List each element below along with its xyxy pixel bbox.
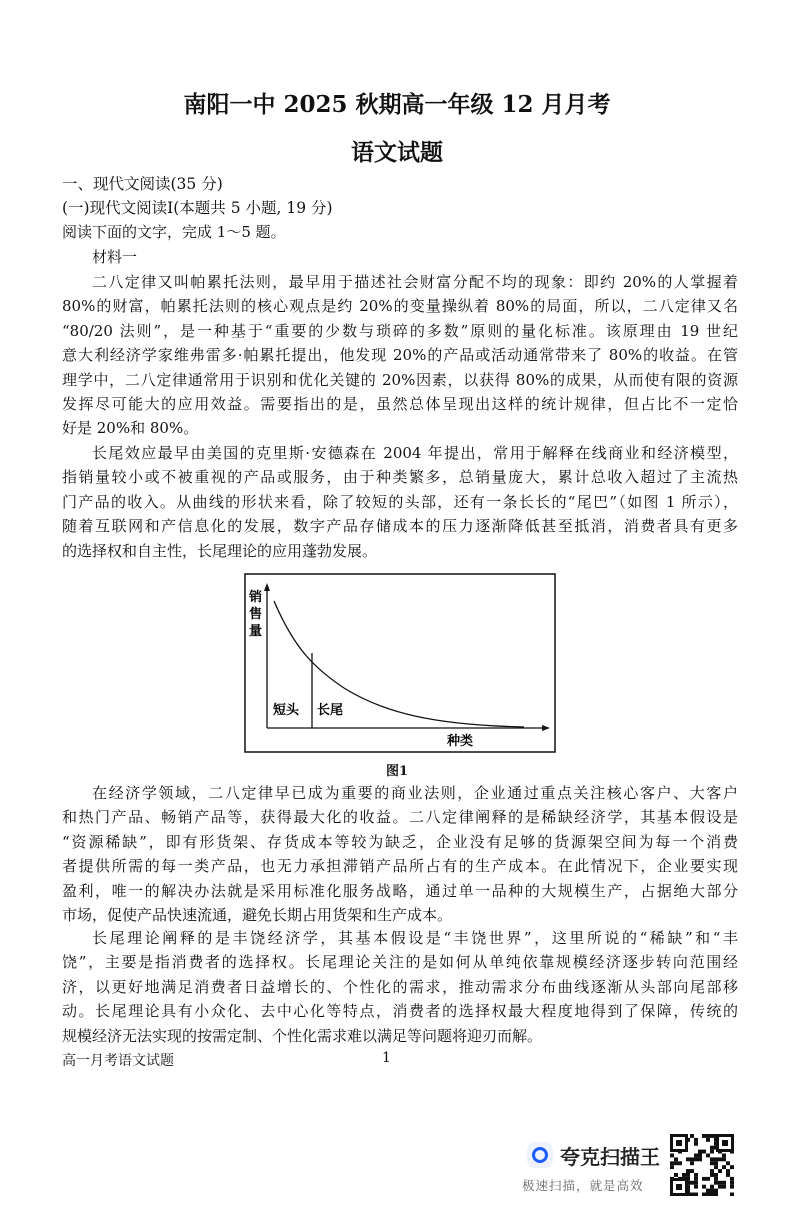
- y-axis-label-1: 销: [249, 590, 263, 605]
- paragraph-line: 济，以更好地满足消费者日益增长的、个性化的需求，推动需求分布曲线逐渐从头部向尾部移: [62, 977, 738, 996]
- qr-code-icon: [670, 1134, 734, 1196]
- paragraph-line: 意大利经济学家维弗雷多·帕累托提出，他发现 20%的产品或活动通常带来了 80%的收益。在管: [62, 346, 738, 365]
- paragraph-line: 门产品的收入。从曲线的形状来看，除了较短的头部，还有一条长长的“尾巴”（如图 1 所示），: [62, 492, 738, 511]
- scanner-logo-icon: [527, 1142, 553, 1168]
- y-axis-arrow-icon: [264, 583, 270, 591]
- instruction: 阅读下面的文字，完成 1～5 题。: [62, 223, 286, 241]
- paragraph-line: 长尾理论阐释的是丰饶经济学，其基本假设是“丰饶世界”，这里所说的“稀缺”和“丰: [92, 929, 738, 947]
- paragraph-line: “80/20 法则”，是一种基于“重要的少数与琐碎的多数”原则的量化标准。该原理由 19 世纪: [62, 321, 738, 340]
- tail-label: 长尾: [317, 703, 344, 718]
- paragraph-line: “资源稀缺”，即有形货架、存货成本等较为缺乏，企业没有足够的货源架空间为每一个消费: [62, 832, 738, 851]
- x-axis-label: 种类: [447, 734, 474, 749]
- paragraph-line: 好是 20%和 80%。: [62, 419, 199, 438]
- paragraph-line: 规模经济无法实现的按需定制、个性化需求难以满足等问题将迎刃而解。: [62, 1026, 543, 1045]
- x-axis-arrow-icon: [542, 725, 550, 731]
- paragraph-line: 二八定律又叫帕累托法则，最早用于描述社会财富分配不均的现象：即约 20%的人掌握着: [92, 273, 738, 291]
- paragraph-line: 指销量较小或不被重视的产品或服务，由于种类繁多，总销量庞大，累计总收入超过了主流热: [62, 468, 738, 487]
- exam-subtitle: 语文试题: [351, 139, 443, 166]
- exam-title: 南阳一中 2025 秋期高一年级 12 月月考: [183, 91, 611, 118]
- paragraph-line: 80%的财富，帕累托法则的核心观点是约 20%的变量操纵着 80%的局面，所以，二八定律又名: [62, 297, 738, 316]
- paragraph-line: 发挥尽可能大的应用效益。需要指出的是，虽然总体呈现出这样的统计规律，但占比不一定恰: [62, 395, 738, 413]
- page-number: 1: [382, 1050, 391, 1066]
- footer-title: 高一月考语文试题: [62, 1053, 174, 1069]
- paragraph-line: 者提供所需的每一类产品，也无力承担滞销产品所占有的生产成本。在此情况下，企业要实现: [62, 857, 738, 876]
- paragraph-line: 长尾效应最早由美国的克里斯·安德森在 2004 年提出，常用于解释在线商业和经济模型，: [92, 444, 738, 462]
- paragraph-line: 的选择权和自主性，长尾理论的应用蓬勃发展。: [62, 541, 378, 560]
- paragraph-line: 饶”，主要是指消费者的选择权。长尾理论关注的是如何从单纯依靠规模经济逐步转向范围经: [62, 953, 738, 972]
- head-label: 短头: [273, 703, 300, 718]
- paragraph-line: 在经济学领域，二八定律早已成为重要的商业法则，企业通过重点关注核心客户、大客户: [92, 784, 738, 802]
- figure-frame: [245, 574, 555, 752]
- y-axis-label-2: 售: [249, 607, 263, 622]
- y-axis-label-3: 量: [249, 624, 263, 639]
- paragraph-line: 动。长尾理论具有小众化、去中心化等特点，消费者的选择权最大程度地得到了保障，传统的: [62, 1002, 738, 1021]
- paragraph-line: 理学中，二八定律通常用于识别和优化关键的 20%因素，以获得 80%的成果，从而使有限的资源: [62, 370, 738, 389]
- paragraph-line: 和热门产品、畅销产品等，获得最大化的收益。二八定律阐释的是稀缺经济学，其基本假设是: [62, 808, 738, 827]
- paragraph-line: 市场，促使产品快速流通，避免长期占用货架和生产成本。: [62, 906, 453, 924]
- scanner-brand: 夸克扫描王: [560, 1145, 660, 1169]
- section-subheading: (一)现代文阅读Ⅰ(本题共 5 小题, 19 分): [62, 199, 333, 217]
- scanner-slogan: 极速扫描，就是高效: [522, 1178, 644, 1193]
- long-tail-figure: [244, 573, 556, 753]
- paragraph-line: 随着互联网和产信息化的发展，数字产品存储成本的压力逐渐降低甚至抵消，消费者具有更多: [62, 517, 738, 536]
- paragraph-line: 盈利，唯一的解决办法就是采用标准化服务战略，通过单一品种的大规模生产，占据绝大部分: [62, 881, 738, 900]
- material-label: 材料一: [92, 248, 138, 266]
- section-heading: 一、现代文阅读(35 分): [62, 175, 223, 193]
- figure-caption: 图1: [385, 764, 409, 779]
